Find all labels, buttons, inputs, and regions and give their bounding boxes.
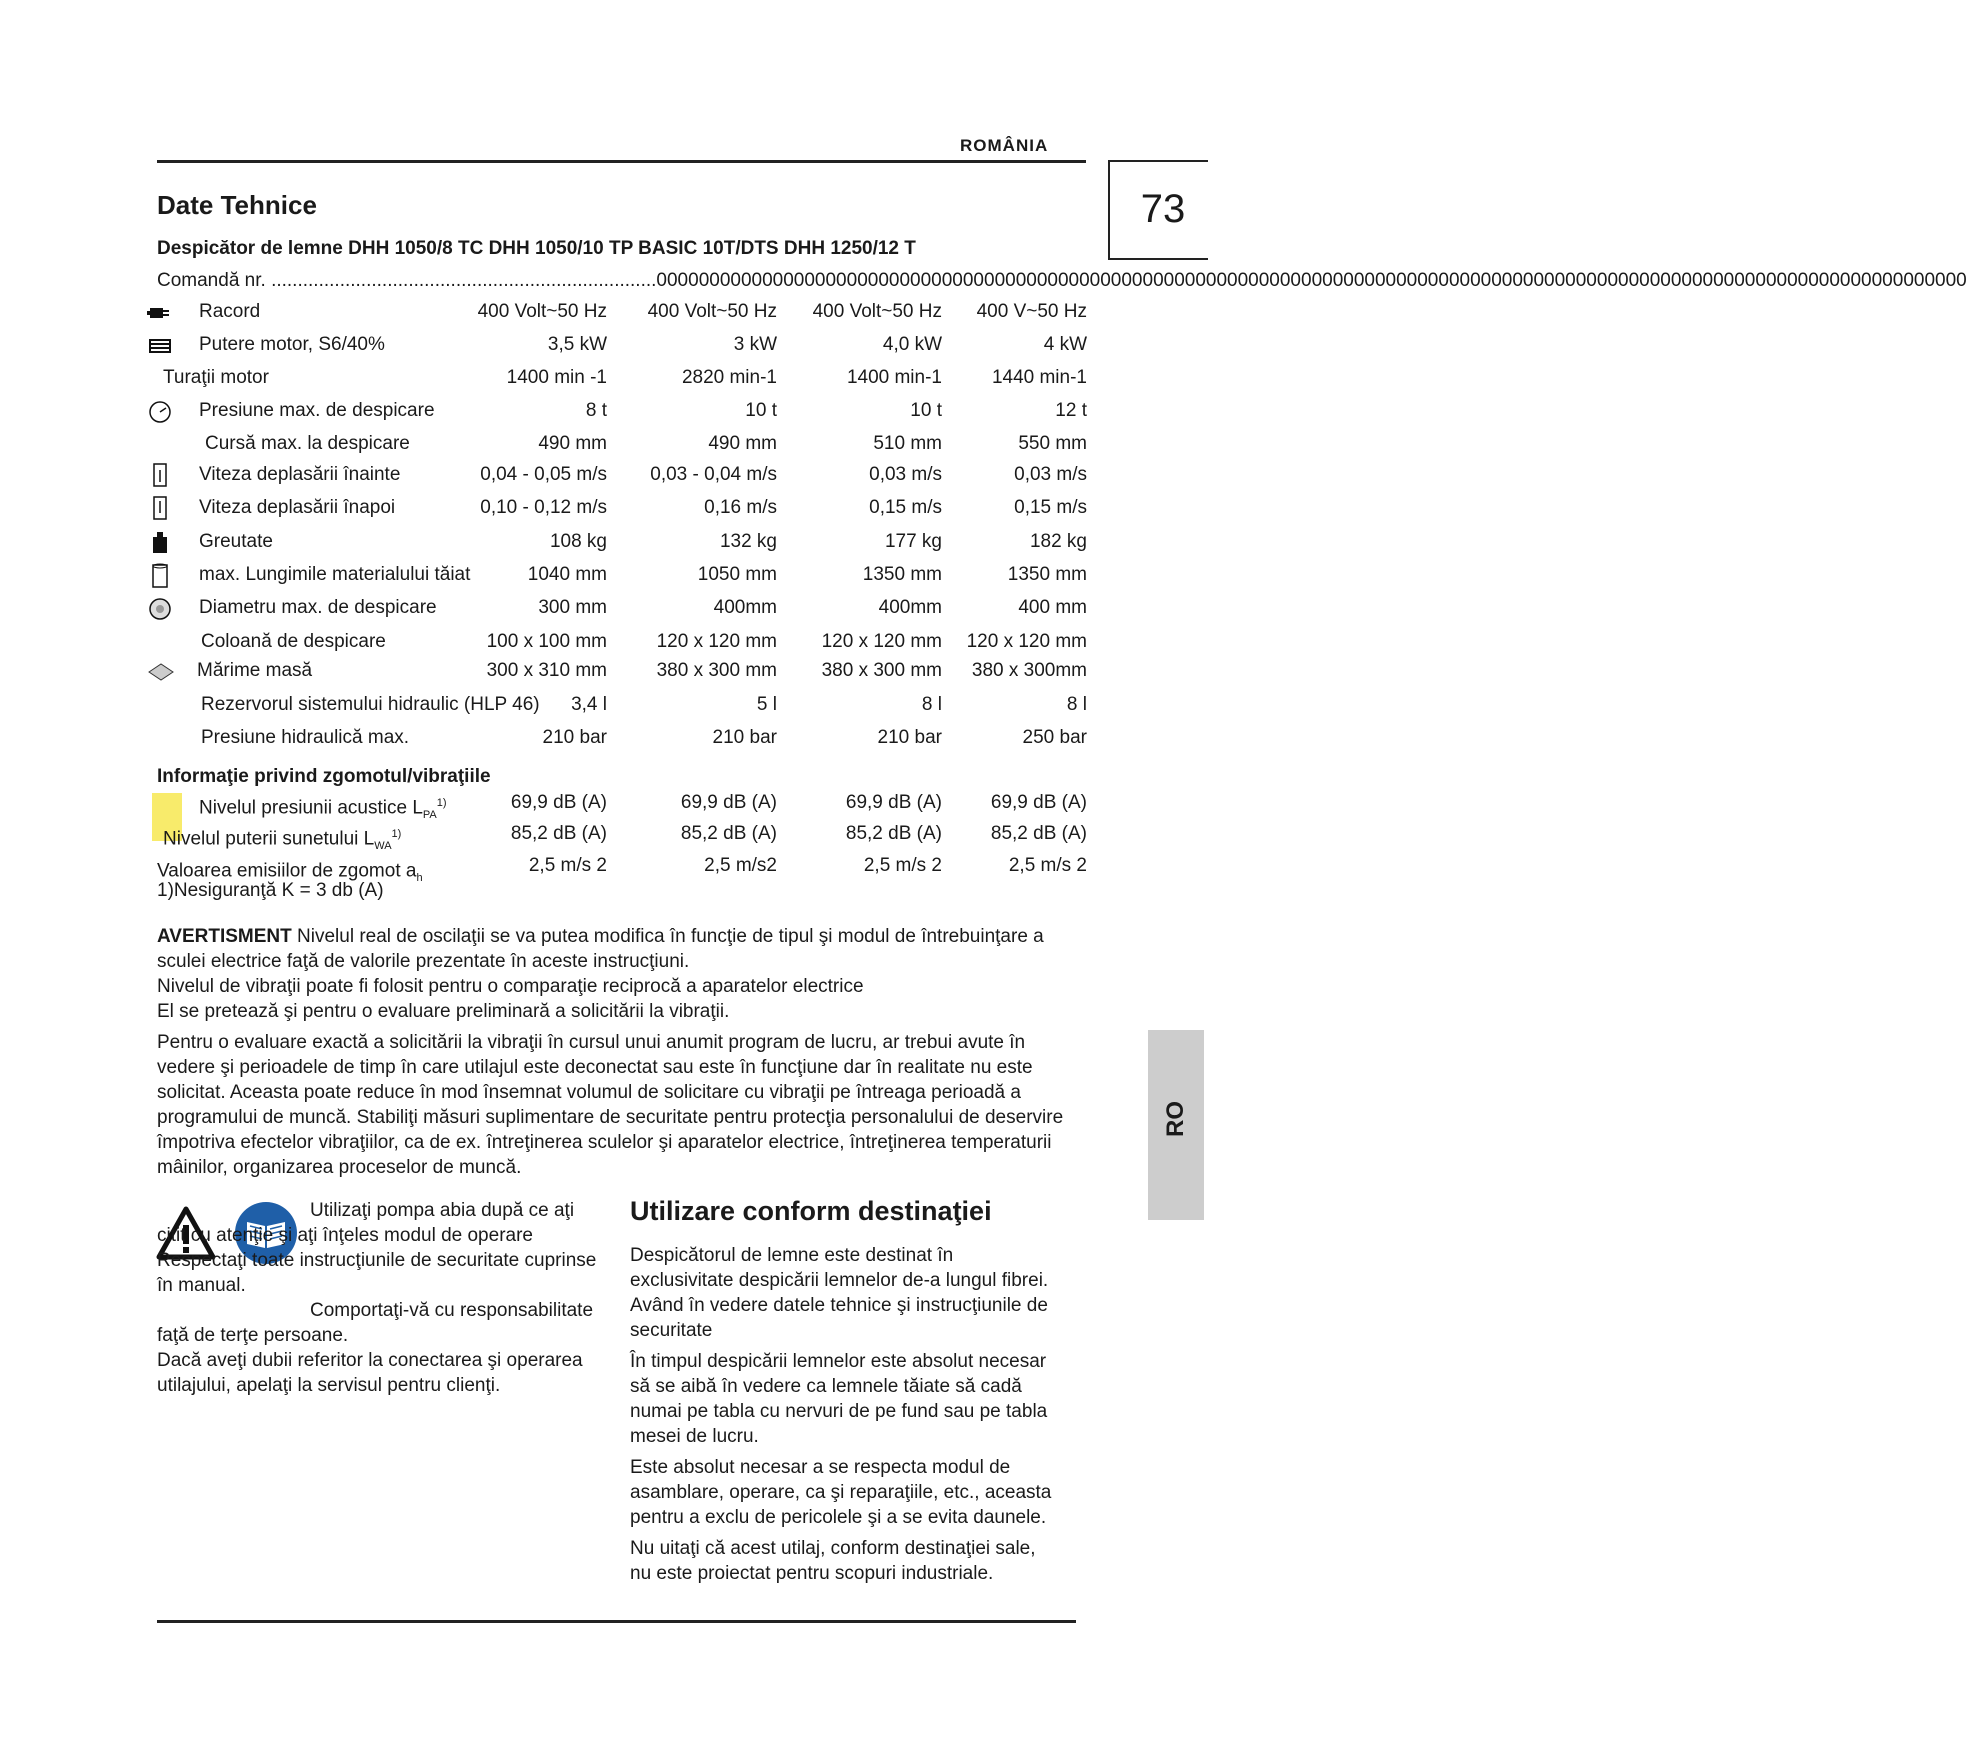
spec-row-10-v2: 120 x 120 mm (656, 631, 777, 652)
spec-row-6-v3: 0,15 m/s (869, 497, 942, 518)
spec-row-13-v1: 210 bar (542, 727, 607, 748)
spec-row-11 (157, 656, 1087, 686)
spec-row-5-v2: 0,03 - 0,04 m/s (650, 464, 777, 485)
spec-row-7-v4: 182 kg (1029, 531, 1087, 552)
spec-row-3-label: Presiune max. de despicare (199, 400, 435, 421)
spec-row-1-label: Putere motor, S6/40% (199, 334, 385, 355)
usage-p3: Este absolut necesar a se respecta modul de asamblare, operare, ca şi reparaţiile, etc., aceasta pentru a exclu de pericolele şi a se evita daunele. (630, 1457, 1052, 1528)
spec-row-6-v2: 0,16 m/s (704, 497, 777, 518)
warning-p2: Nivelul de vibraţii poate fi folosit pentru o comparaţie reciprocă a aparatelor electrice (157, 976, 864, 997)
gauge-icon (147, 398, 173, 424)
spec-row-11-v2: 380 x 300 mm (656, 660, 777, 681)
spec-row-12-v1: 3,4 l (571, 694, 607, 715)
models-title: Despicător de lemne DHH 1050/8 TC DHH 1050/10 TP BASIC 10T/DTS DHH 1250/12 T (157, 238, 916, 259)
spec-row-2-label: Turaţii motor (163, 367, 269, 388)
usage-text (630, 1243, 1060, 1586)
spec-row-7-v3: 177 kg (884, 531, 942, 552)
spec-row-11-label: Mărime masă (197, 660, 313, 681)
spec-row-7-v1: 108 kg (549, 531, 607, 552)
warning-block (157, 924, 1077, 1180)
spec-row-8-v1: 1040 mm (527, 564, 607, 585)
spec-row-0 (157, 297, 1087, 327)
spec-row-11-v4: 380 x 300mm (971, 660, 1087, 681)
spec-row-8-v4: 1350 mm (1007, 564, 1087, 585)
spec-row-4-label: Cursă max. la despicare (205, 433, 410, 454)
spec-row-12-v4: 8 l (1066, 694, 1087, 715)
warning-p3: El se pretează şi pentru o evaluare preliminară a solicitării la vibraţii. (157, 1001, 730, 1022)
spec-row-12-v3: 8 l (921, 694, 942, 715)
noise-row-0-superscript: 1) (436, 797, 447, 809)
spec-row-0-v2: 400 Volt~50 Hz (647, 301, 777, 322)
spec-row-8-v2: 1050 mm (697, 564, 777, 585)
noise-row-0-v1: 69,9 dB (A) (510, 792, 607, 813)
spec-row-9-v3: 400mm (878, 597, 942, 618)
spec-row-3-v3: 10 t (910, 400, 942, 421)
spec-row-9-v1: 300 mm (538, 597, 607, 618)
spec-row-8-label: max. Lungimile materialului tăiat (199, 564, 471, 585)
spec-row-11-v1: 300 x 310 mm (486, 660, 607, 681)
noise-row-0-v4: 69,9 dB (A) (990, 792, 1087, 813)
spec-row-5-label: Viteza deplasării înainte (199, 464, 401, 485)
spec-row-11-v3: 380 x 300 mm (821, 660, 942, 681)
spec-row-10-label: Coloană de despicare (201, 631, 386, 652)
noise-row-2-v4: 2,5 m/s 2 (1008, 855, 1087, 876)
spec-row-13 (157, 723, 1087, 753)
spec-row-5 (157, 460, 1087, 490)
usage-p1: Despicătorul de lemne este destinat în exclusivitate despicării lemnelor de-a lungul fibrei. Având în vedere datele tehnice şi instrucţiunile de securitate (630, 1245, 1049, 1341)
spec-row-10-v1: 100 x 100 mm (486, 631, 607, 652)
safety-text (157, 1198, 597, 1398)
spec-row-5-v3: 0,03 m/s (869, 464, 942, 485)
spec-row-13-label: Presiune hidraulică max. (201, 727, 410, 748)
spec-row-13-v3: 210 bar (877, 727, 942, 748)
spec-row-4-v1: 490 mm (538, 433, 607, 454)
order-label: Comandă nr. ......................................................................... (157, 270, 657, 291)
plug-icon (147, 299, 173, 325)
spec-row-13-v2: 210 bar (712, 727, 777, 748)
spec-row-6 (157, 493, 1087, 523)
spec-row-13-v4: 250 bar (1022, 727, 1087, 748)
noise-row-2-v1: 2,5 m/s 2 (528, 855, 607, 876)
noise-row-2-v3: 2,5 m/s 2 (863, 855, 942, 876)
safety-p2: Comportaţi-vă cu responsabilitate faţă de terţe persoane. (157, 1300, 594, 1346)
spec-row-6-v1: 0,10 - 0,12 m/s (480, 497, 607, 518)
noise-row-0 (157, 788, 1087, 822)
spec-row-3-v4: 12 t (1055, 400, 1087, 421)
spec-row-0-v4: 400 V~50 Hz (976, 301, 1087, 322)
noise-row-2-label: Valoarea emisiilor de zgomot a (157, 860, 417, 882)
spec-row-1-v1: 3,5 kW (547, 334, 607, 355)
noise-row-1-v1: 85,2 dB (A) (510, 823, 607, 844)
spec-row-9 (157, 593, 1087, 623)
noise-row-1-v3: 85,2 dB (A) (845, 823, 942, 844)
ram-return-icon (147, 495, 173, 521)
safety-p3: Dacă aveţi dubii referitor la conectarea şi operarea utilajului, apelaţi la servisul pentru clienţi. (157, 1350, 583, 1396)
noise-row-2 (157, 851, 1087, 885)
order-number-row (157, 270, 1967, 292)
order-value: 0000000000000000000000000000000000000000000000000000000000000000000000000000000000000000000000000000000000000000000000000000 (656, 270, 1967, 291)
noise-row-0-v3: 69,9 dB (A) (845, 792, 942, 813)
spec-row-5-v1: 0,04 - 0,05 m/s (480, 464, 607, 485)
spec-row-3-v1: 8 t (585, 400, 607, 421)
spec-row-2-v4: 1440 min-1 (991, 367, 1087, 388)
noise-row-1-subscript: WA (374, 840, 392, 853)
log-length-icon (147, 562, 173, 588)
spec-row-3-v2: 10 t (745, 400, 777, 421)
spec-row-4-v3: 510 mm (873, 433, 942, 454)
usage-p2: În timpul despicării lemnelor este absolut necesar să se aibă în vedere ca lemnele tăiate să cadă numai pe tabla cu nervuri de pe fund sau pe tabla mesei de lucru. (630, 1351, 1048, 1447)
spec-row-0-v3: 400 Volt~50 Hz (812, 301, 942, 322)
noise-section-title: Informaţie privind zgomotul/vibraţiile (157, 766, 491, 787)
spec-row-10 (157, 627, 1087, 657)
spec-row-10-v3: 120 x 120 mm (821, 631, 942, 652)
spec-row-4-v4: 550 mm (1018, 433, 1087, 454)
noise-row-2-subscript: h (416, 872, 423, 885)
noise-row-0-label: Nivelul presiunii acustice L (199, 797, 423, 819)
language-tab-label: RO (1162, 1101, 1189, 1137)
noise-row-1-label: Nivelul puterii sunetului L (163, 828, 375, 850)
spec-row-12-v2: 5 l (756, 694, 777, 715)
spec-row-6-label: Viteza deplasării înapoi (199, 497, 396, 518)
noise-row-2-v2: 2,5 m/s2 (704, 855, 777, 876)
spec-row-2-v1: 1400 min -1 (506, 367, 607, 388)
section-title: Date Tehnice (157, 190, 317, 220)
usage-p4: Nu uitaţi că acest utilaj, conform destinaţiei sale, nu este proiectat pentru scopuri industriale. (630, 1538, 1036, 1584)
log-diameter-icon (147, 595, 173, 621)
spec-row-12-label: Rezervorul sistemului hidraulic (HLP 46) (201, 694, 540, 715)
warning-p1: Nivelul real de oscilaţii se va putea modifica în funcţie de tipul şi modul de întrebuinţare a sculei electrice faţă de valorile prezentate în aceste instrucţiuni. (157, 926, 1044, 972)
spec-row-7-label: Greutate (199, 531, 273, 552)
spec-row-1-v2: 3 kW (733, 334, 777, 355)
usage-title: Utilizare conform destinaţiei (630, 1196, 992, 1226)
spec-row-0-v1: 400 Volt~50 Hz (477, 301, 607, 322)
spec-row-4-v2: 490 mm (708, 433, 777, 454)
bottom-rule (157, 1620, 1076, 1623)
weight-icon (147, 529, 173, 555)
noise-row-1-v2: 85,2 dB (A) (680, 823, 777, 844)
noise-row-1-v4: 85,2 dB (A) (990, 823, 1087, 844)
spec-row-2-v3: 1400 min-1 (846, 367, 942, 388)
spec-row-0-label: Racord (199, 301, 261, 322)
spec-row-8 (157, 560, 1087, 590)
spec-row-2 (157, 363, 1087, 393)
spec-row-9-label: Diametru max. de despicare (199, 597, 437, 618)
spec-row-9-v2: 400mm (713, 597, 777, 618)
motor-icon (147, 332, 173, 358)
noise-row-0-subscript: PA (422, 809, 437, 822)
noise-row-1 (157, 819, 1087, 853)
spec-row-7-v2: 132 kg (719, 531, 777, 552)
spec-row-6-v4: 0,15 m/s (1014, 497, 1087, 518)
spec-row-1-v3: 4,0 kW (882, 334, 942, 355)
spec-row-9-v4: 400 mm (1018, 597, 1087, 618)
footnote: 1)Nesiguranţă K = 3 db (A) (157, 880, 384, 901)
spec-row-10-v4: 120 x 120 mm (966, 631, 1087, 652)
spec-row-1-v4: 4 kW (1043, 334, 1087, 355)
safety-p1: Utilizaţi pompa abia după ce aţi citit cu atenţie şi aţi înţeles modul de operare Respectaţi toate instrucţiunile de securitate cuprinse în manual. (157, 1200, 597, 1296)
country-label: ROMÂNIA (960, 136, 1049, 155)
spec-row-5-v4: 0,03 m/s (1014, 464, 1087, 485)
spec-row-2-v2: 2820 min-1 (681, 367, 777, 388)
table-icon (147, 658, 173, 684)
spec-row-12 (157, 690, 1087, 720)
spec-row-1 (157, 330, 1087, 360)
noise-row-0-v2: 69,9 dB (A) (680, 792, 777, 813)
spec-row-8-v3: 1350 mm (862, 564, 942, 585)
spec-row-3 (157, 396, 1087, 426)
page-number: 73 (1140, 187, 1186, 231)
warning-p4: Pentru o evaluare exactă a solicitării la vibraţii în cursul unui anumit program de lucru, ar trebui avute în vedere şi perioadele de timp în care utilajul este deconectat sau este în funcţiune dar în realitate nu este solicitat. Aceasta poate reduce în mod însemnat volumul de solicitare cu vibraţii pe întreaga perioadă a programului de muncă. Stabiliţi măsuri suplimentare de securitate pentru protecţia personalului de deservire împotriva efectelor vibraţiilor, ca de ex. întreţinerea sculelor şi aparatelor electrice, întreţinerea temperaturii mâinilor, organizarea proceselor de muncă. (157, 1032, 1064, 1178)
spec-row-7 (157, 527, 1087, 557)
spec-row-4 (157, 429, 1087, 459)
warning-lead: AVERTISMENT (157, 926, 292, 947)
top-rule (157, 160, 1086, 163)
ram-forward-icon (147, 462, 173, 488)
noise-row-1-superscript: 1) (391, 828, 402, 840)
